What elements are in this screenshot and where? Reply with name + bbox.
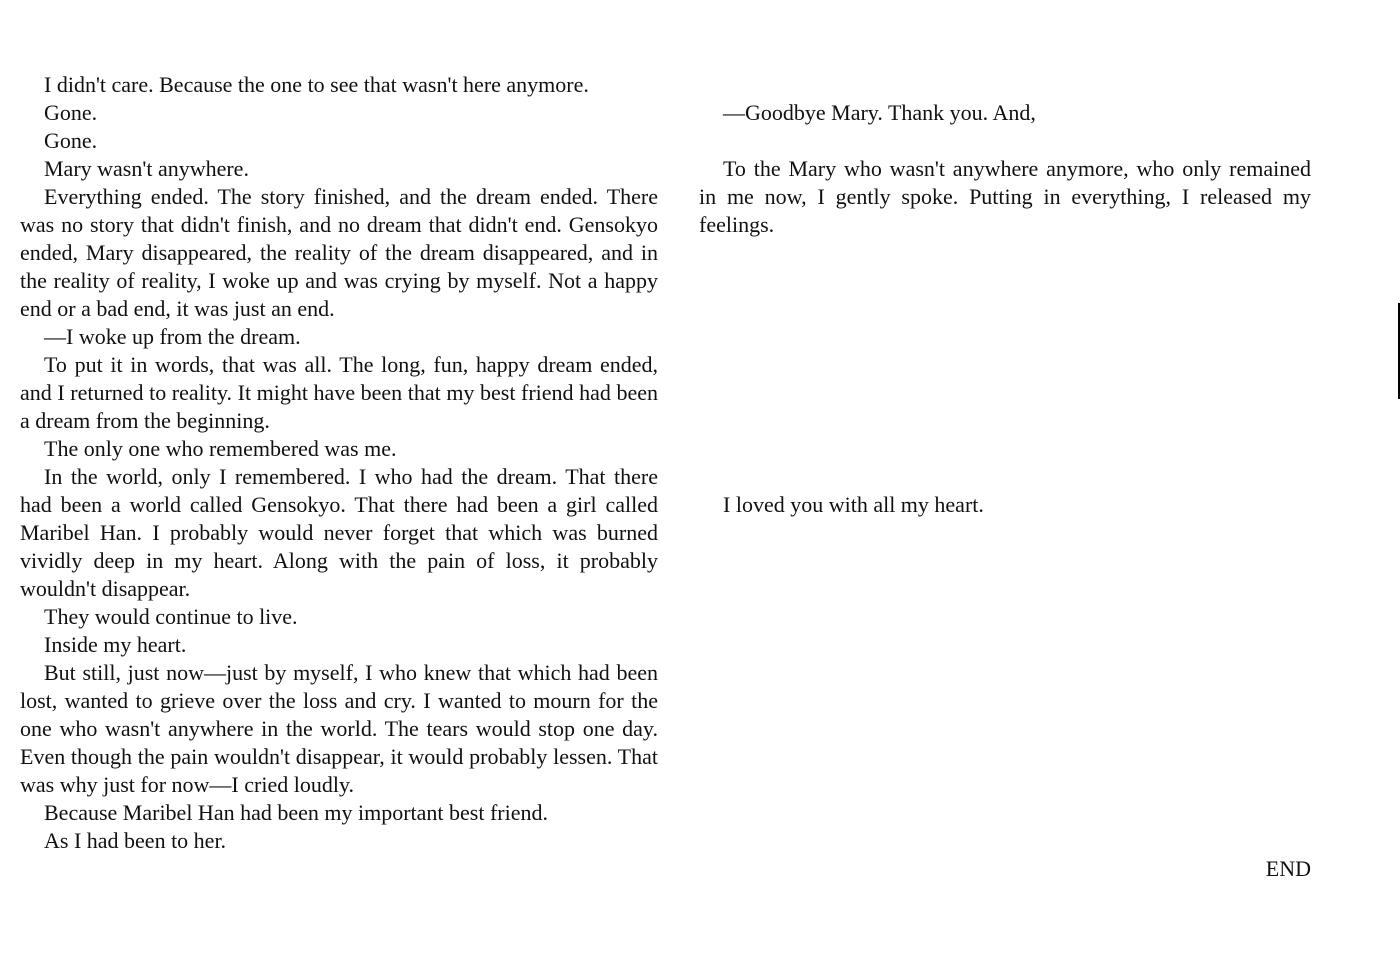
end-mark: END — [1265, 856, 1311, 881]
paragraph: I didn't care. Because the one to see that wasn't here anymore. — [44, 72, 589, 97]
paragraph: Inside my heart. — [44, 632, 187, 657]
blank-line — [699, 71, 1311, 99]
paragraph: To put it in words, that was all. The long, fun, happy dream ended, and I returned to reality. It might have been that my best friend had been a dream from the beginning. — [20, 352, 658, 433]
paragraph: I loved you with all my heart. — [723, 492, 984, 517]
blank-line — [699, 407, 1311, 435]
paragraph: Mary wasn't anywhere. — [44, 156, 249, 181]
paragraph: To the Mary who wasn't anywhere anymore, who only remained in me now, I gently spoke. Putting in everything, I released my feelings. — [699, 156, 1311, 237]
paragraph: In the world, only I remembered. I who had the dream. That there had been a world called Gensokyo. That there had been a girl called Maribel Han. I probably would never forget that which was burned vividly deep in my heart. Along with the pain of loss, it probably wouldn't disappear. — [20, 464, 658, 601]
paragraph: —Goodbye Mary. Thank you. And, — [723, 100, 1036, 125]
right-page-column — [699, 71, 1311, 883]
left-page-column — [20, 71, 658, 855]
blank-line — [699, 127, 1311, 155]
paragraph: Gone. — [44, 100, 98, 125]
paragraph: As I had been to her. — [44, 828, 227, 853]
paragraph: Because Maribel Han had been my important best friend. — [44, 800, 549, 825]
blank-line — [699, 295, 1311, 323]
blank-line — [699, 239, 1311, 267]
blank-line — [699, 379, 1311, 407]
blank-line — [699, 267, 1311, 295]
blank-line — [699, 351, 1311, 379]
blank-line — [699, 463, 1311, 491]
blank-line — [699, 323, 1311, 351]
paragraph: Gone. — [44, 128, 98, 153]
paragraph: The only one who remembered was me. — [44, 436, 397, 461]
paragraph: Everything ended. The story finished, and the dream ended. There was no story that didn't finish, and no dream that didn't end. Gensokyo ended, Mary disappeared, the reality of the dream disappeared, and in the reality of reality, I woke up and was crying by myself. Not a happy end or a bad end, it was just an end. — [20, 184, 658, 321]
paragraph: —I woke up from the dream. — [44, 324, 301, 349]
blank-line — [699, 435, 1311, 463]
paragraph: They would continue to live. — [44, 604, 298, 629]
paragraph: But still, just now—just by myself, I who knew that which had been lost, wanted to grieve over the loss and cry. I wanted to mourn for the one who wasn't anywhere in the world. The tears would stop one day. Even though the pain wouldn't disappear, it would probably lessen. That was why just for now—I cried loudly. — [20, 660, 658, 797]
